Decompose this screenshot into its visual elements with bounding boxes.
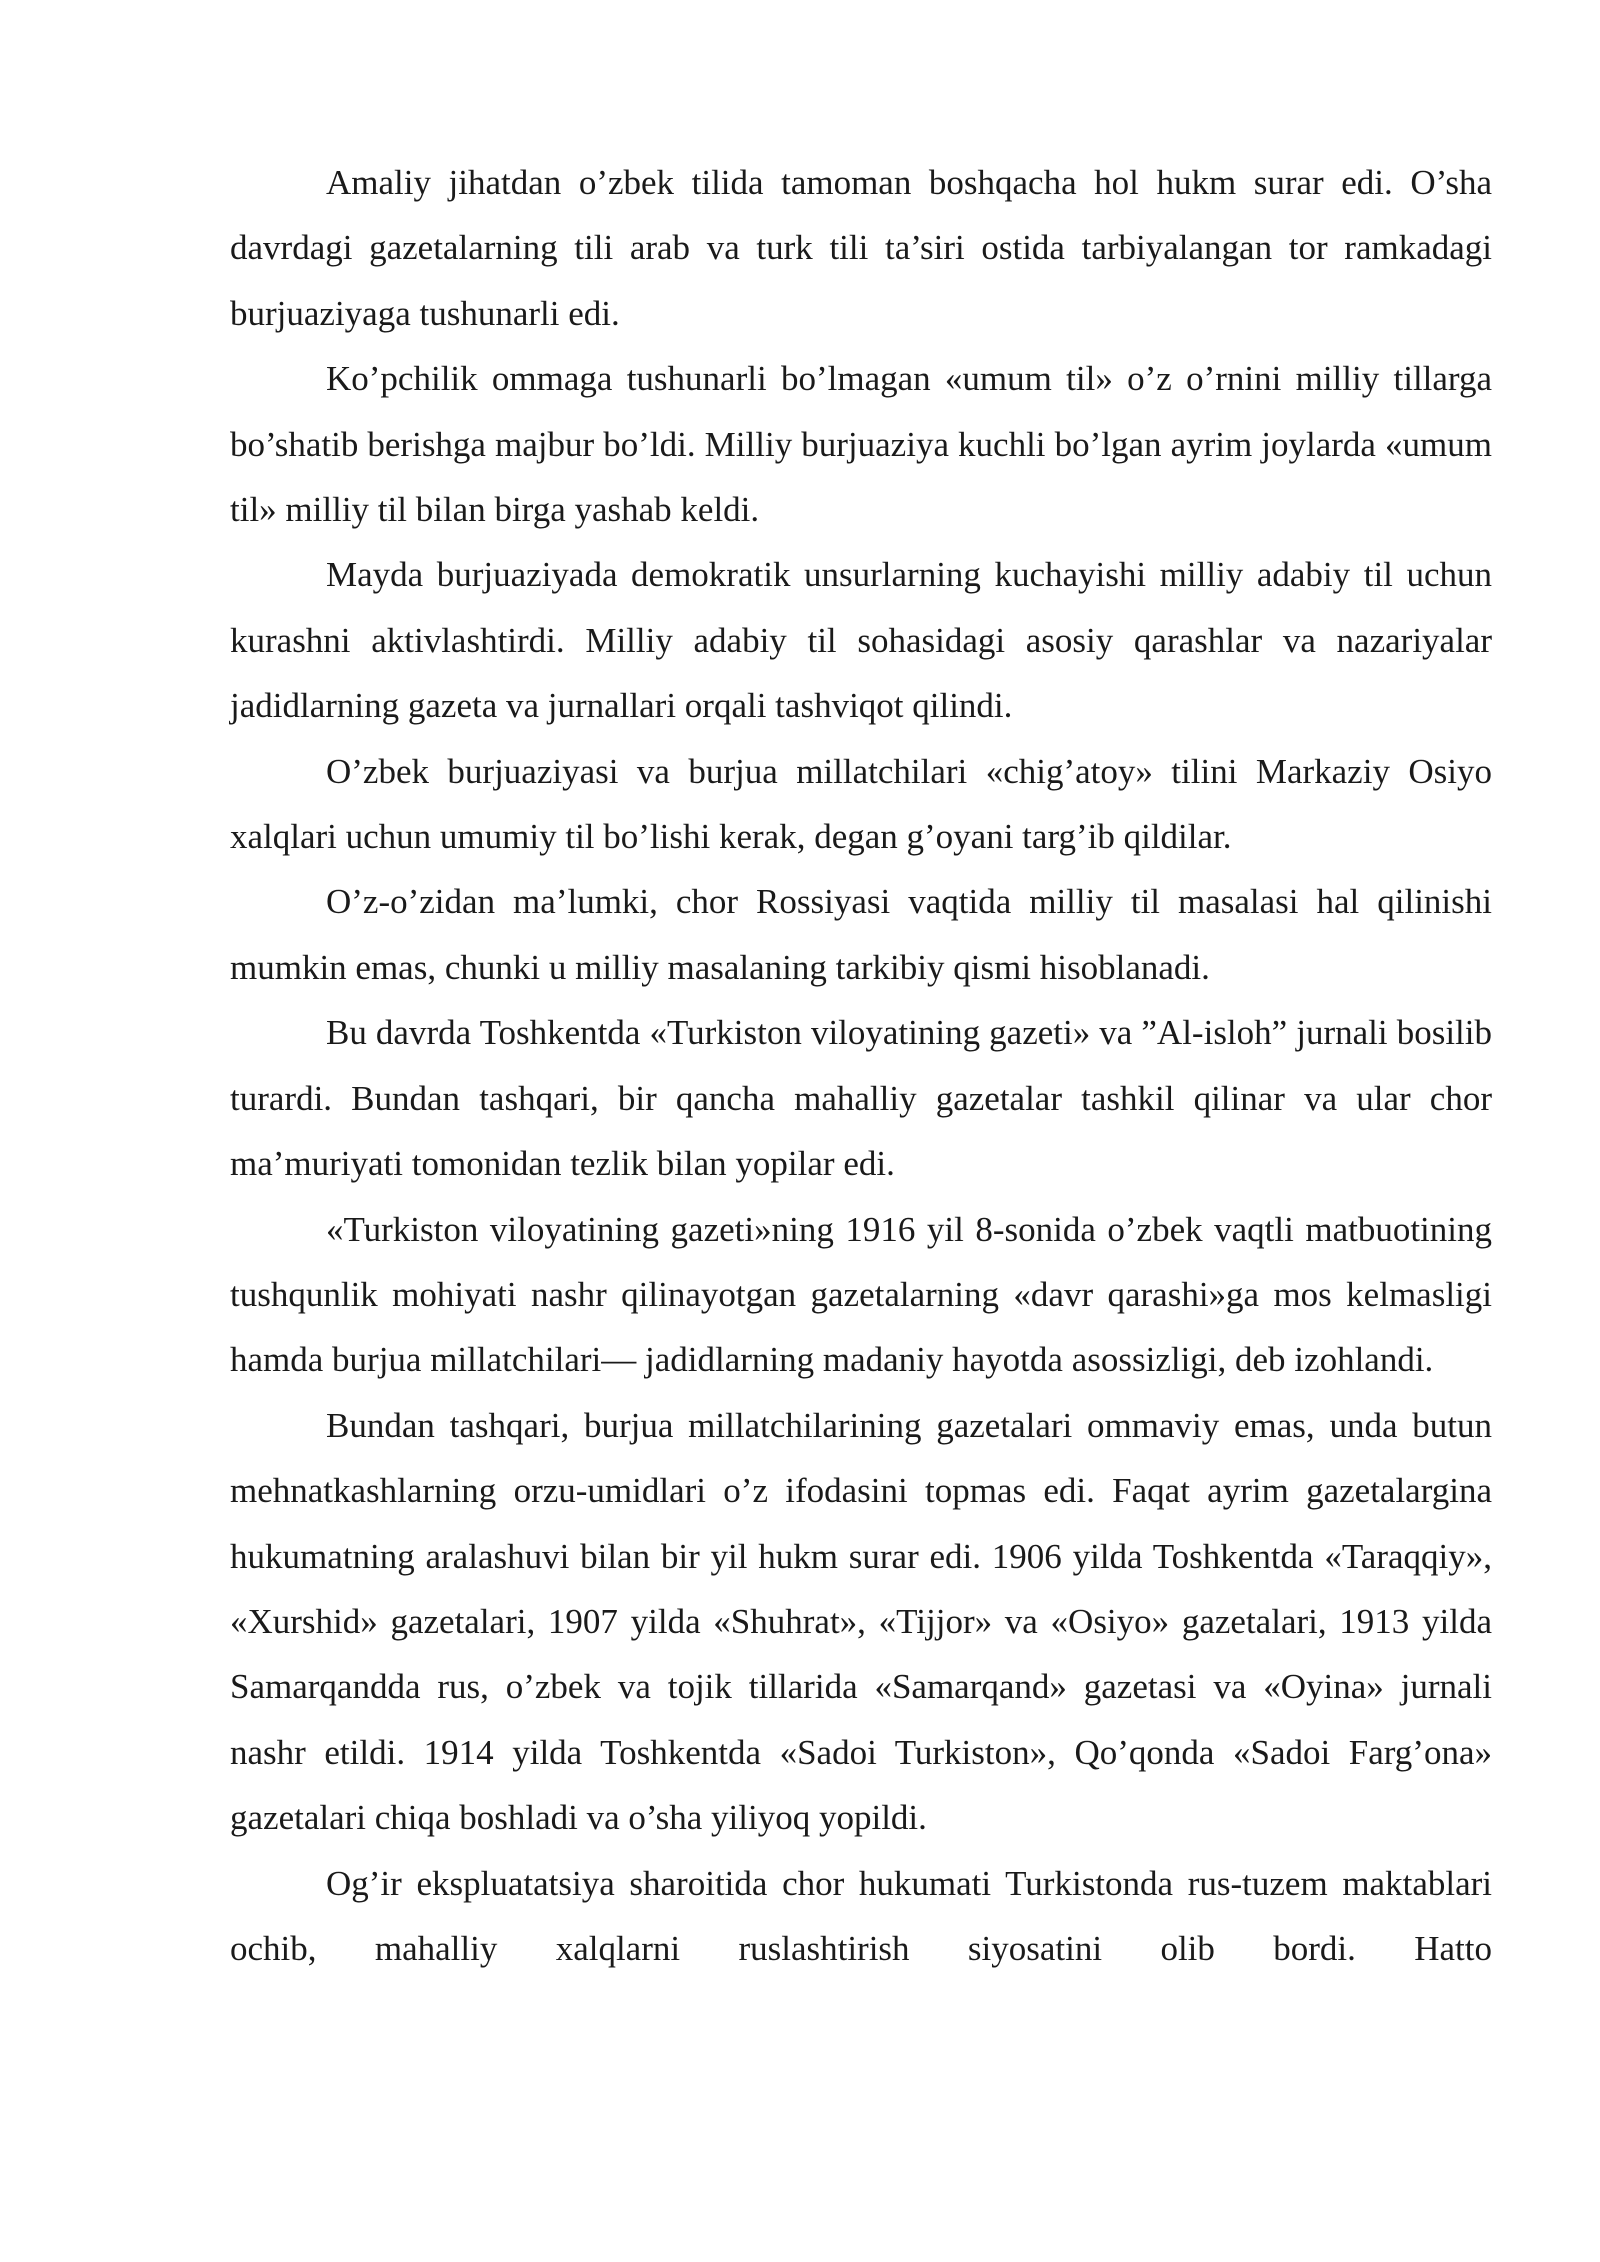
paragraph-4: O’zbek burjuaziyasi va burjua millatchilari «chig’atoy» tilini Markaziy Osiyo xalqlari uchun umumiy til bo’lishi kerak, degan g’oyani targ’ib qildilar. xyxy=(230,751,1492,857)
paragraph-6: Bu davrda Toshkentda «Turkiston viloyatining gazeti» va ”Al-isloh” jurnali bosilib turardi. Bundan tashqari, bir qancha mahalliy gazetalar tashkil qilinar va ular chor ma’muriyati tomonidan tezlik bilan yopilar edi. xyxy=(230,1013,1492,1184)
document-body xyxy=(230,150,1492,1981)
paragraph-7: «Turkiston viloyatining gazeti»ning 1916 yil 8-sonida o’zbek vaqtli matbuotining tushqunlik mohiyati nashr qilinayotgan gazetalarning «davr qarashi»ga mos kelmasligi hamda burjua millatchilari— jadidlarning madaniy hayotda asossizligi, deb izohlandi. xyxy=(230,1209,1492,1380)
paragraph-5: O’z-o’zidan ma’lumki, chor Rossiyasi vaqtida milliy til masalasi hal qilinishi mumkin emas, chunki u milliy masalaning tarkibiy qismi hisoblanadi. xyxy=(230,882,1492,987)
paragraph-9: Og’ir ekspluatatsiya sharoitida chor hukumati Turkistonda rus-tuzem maktablari ochib, mahalliy xalqlarni ruslashtirish siyosatini olib bordi. Hatto xyxy=(230,1863,1492,1968)
paragraph-1: Amaliy jihatdan o’zbek tilida tamoman boshqacha hol hukm surar edi. O’sha davrdagi gazetalarning tili arab va turk tili ta’siri ostida tarbiyalangan tor ramkadagi burjuaziyaga tushunarli edi. xyxy=(230,163,1492,333)
paragraph-2: Ko’pchilik ommaga tushunarli bo’lmagan «umum til» o’z o’rnini milliy tillarga bo’shatib berishga majbur bo’ldi. Milliy burjuaziya kuchli bo’lgan ayrim joylarda «umum til» milliy til bilan birga yashab keldi. xyxy=(230,359,1492,530)
paragraph-3: Mayda burjuaziyada demokratik unsurlarning kuchayishi milliy adabiy til uchun kurashni aktivlashtirdi. Milliy adabiy til sohasidagi asosiy qarashlar va nazariyalar jadidlarning gazeta va jurnallari orqali tashviqot qilindi. xyxy=(230,555,1492,726)
paragraph-8: Bundan tashqari, burjua millatchilarining gazetalari ommaviy emas, unda butun mehnatkashlarning orzu-umidlari o’z ifodasini topmas edi. Faqat ayrim gazetalargina hukumatning aralashuvi bilan bir yil hukm surar edi. 1906 yilda Toshkentda «Taraqqiy», «Xurshid» gazetalari, 1907 yilda «Shuhrat», «Tijjor» va «Osiyo» gazetalari, 1913 yilda Samarqandda rus, o’zbek va tojik tillarida «Samarqand» gazetasi va «Oyina» jurnali nashr etildi. 1914 yilda Toshkentda «Sadoi Turkiston», Qo’qonda «Sadoi Farg’ona» gazetalari chiqa boshladi va o’sha yiliyoq yopildi. xyxy=(230,1405,1492,1838)
